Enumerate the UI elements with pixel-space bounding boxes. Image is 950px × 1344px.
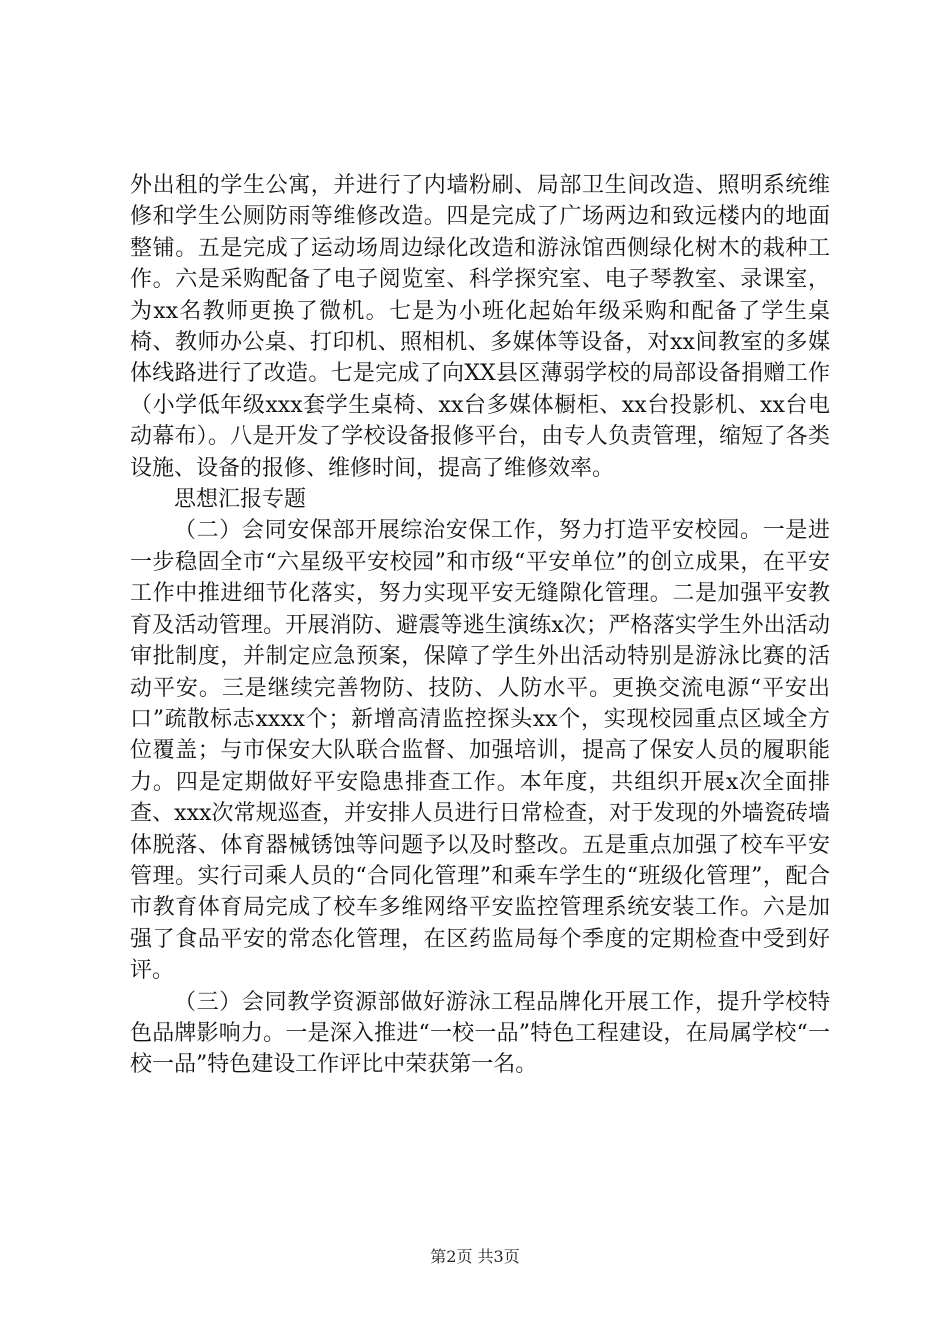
paragraph-swimming-brand: （三）会同教学资源部做好游泳工程品牌化开展工作，提升学校特色品牌影响力。一是深入推进“一校一品”特色工程建设，在局属学校“一校一品”特色建设工作评比中荣获第一名。: [130, 989, 830, 1078]
section-heading: 思想汇报专题: [174, 487, 307, 513]
paragraph-continuation: 外出租的学生公寓，并进行了内墙粉刷、局部卫生间改造、照明系统维修和学生公厕防雨等维修改造。四是完成了广场两边和致远楼内的地面整铺。五是完成了运动场周边绿化改造和游泳馆西侧绿化树木的栽种工作。六是采购配备了电子阅览室、科学探究室、电子琴教室、录课室，为xx名教师更换了微机。七是为小班化起始年级采购和配备了学生桌椅、教师办公桌、打印机、照相机、多媒体等设备，对xx间教室的多媒体线路进行了改造。七是完成了向XX县区薄弱学校的局部设备捐赠工作（小学低年级xxx套学生桌椅、xx台多媒体橱柜、xx台投影机、xx台电动幕布）。八是开发了学校设备报修平台，由专人负责管理，缩短了各类设施、设备的报修、维修时间，提高了维修效率。: [130, 173, 830, 481]
paragraph-security-work: （二）会同安保部开展综治安保工作，努力打造平安校园。一是进一步稳固全市“六星级平安校园”和市级“平安单位”的创立成果，在平安工作中推进细节化落实，努力实现平安无缝隙化管理。二是加强平安教育及活动管理。开展消防、避震等逃生演练x次；严格落实学生外出活动审批制度，并制定应急预案，保障了学生外出活动特别是游泳比赛的活动平安。三是继续完善物防、技防、人防水平。更换交流电源“平安出口”疏散标志xxxx个；新增高清监控探头xx个，实现校园重点区域全方位覆盖；与市保安大队联合监督、加强培训，提高了保安人员的履职能力。四是定期做好平安隐患排查工作。本年度，共组织开展x次全面排查、xxx次常规巡查，并安排人员进行日常检查，对于发现的外墙瓷砖墙体脱落、体育器械锈蚀等问题予以及时整改。五是重点加强了校车平安管理。实行司乘人员的“合同化管理”和乘车学生的“班级化管理”，配合市教育体育局完成了校车多维网络平安监控管理系统安装工作。六是加强了食品平安的常态化管理，在区药监局每个季度的定期检查中受到好评。: [130, 518, 830, 984]
document-body: [130, 170, 830, 1081]
page-footer: 第2页 共3页: [430, 1247, 520, 1266]
